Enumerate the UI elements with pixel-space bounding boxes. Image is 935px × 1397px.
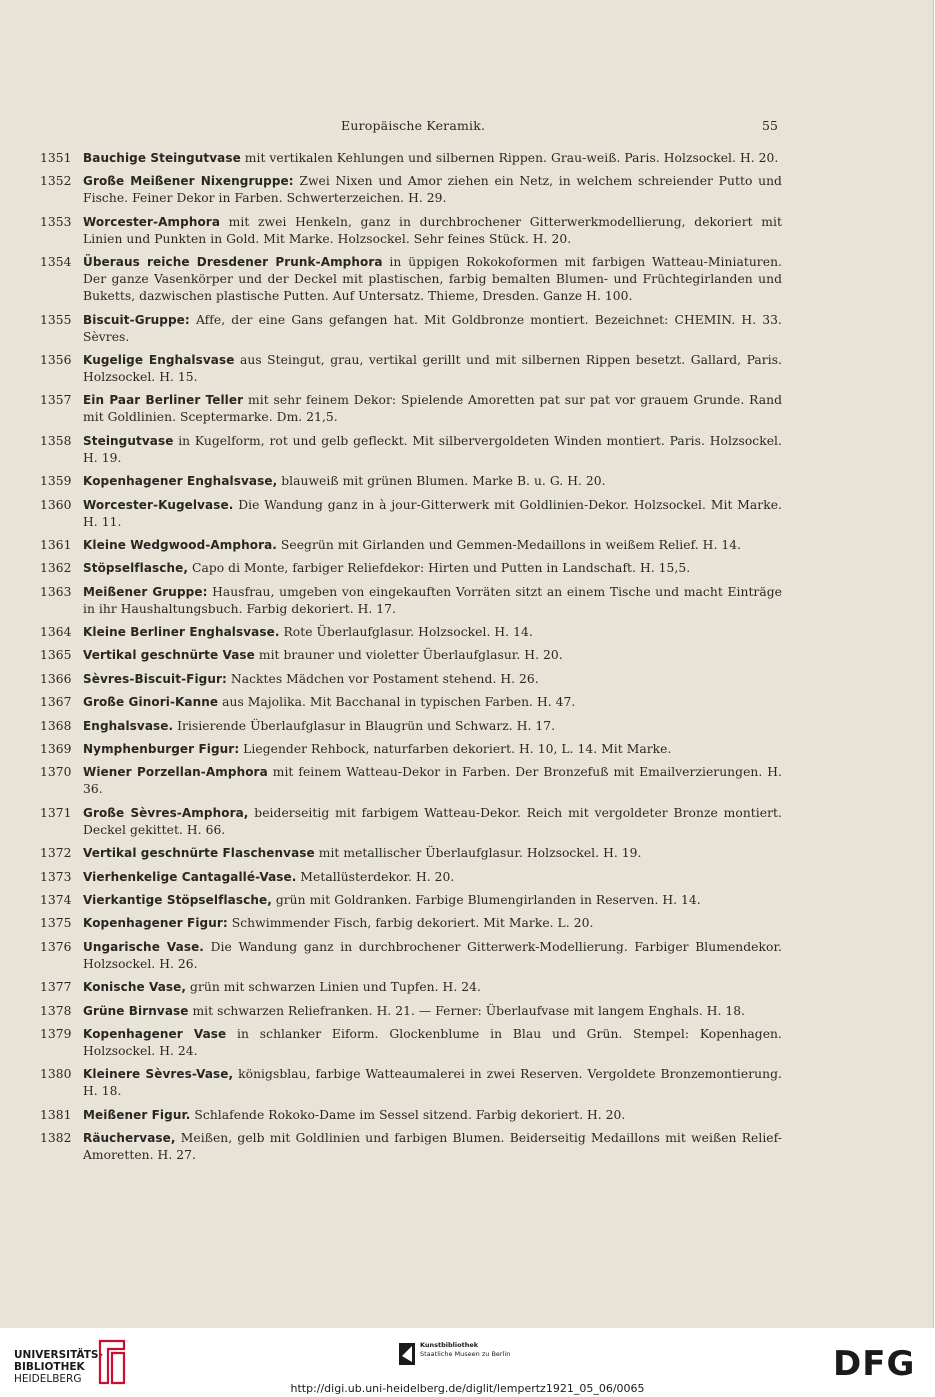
entry-description: in Kugelform, rot und gelb gefleckt. Mit silbervergoldeten Winden montiert. Paris. Holzsockel. H. 19. <box>83 433 782 465</box>
entry-title: Vierhenkelige Cantagallé-Vase. <box>83 869 297 884</box>
entry-title: Meißener Gruppe: <box>83 584 208 599</box>
entry-title: Überaus reiche Dresdener Prunk-Amphora <box>83 255 383 270</box>
entry-number: 1356 <box>40 352 72 367</box>
entry-title: Ungarische Vase. <box>83 939 204 954</box>
entry-number: 1380 <box>40 1067 72 1082</box>
entry-number: 1354 <box>40 255 72 270</box>
entry-description: beiderseitig mit farbigem Watteau-Dekor. Reich mit vergoldeter Bronze montiert. Deckel gekittet. H. 66. <box>83 805 782 837</box>
entry-number: 1365 <box>40 648 72 663</box>
entry-description: Die Wandung ganz in à jour-Gitterwerk mit Goldlinien-Dekor. Holzsockel. Mit Marke. H. 11. <box>83 497 782 529</box>
entry-title: Große Ginori-Kanne <box>83 695 219 710</box>
entry-title: Große Meißener Nixengruppe: <box>83 174 294 189</box>
catalog-entry <box>40 741 782 758</box>
catalog-entry <box>40 718 782 735</box>
entry-number: 1361 <box>40 537 72 552</box>
library-logo-icon <box>94 1337 130 1387</box>
entry-number: 1382 <box>40 1131 72 1146</box>
entry-number: 1379 <box>40 1026 72 1041</box>
library-name-line2: BIBLIOTHEK <box>14 1361 85 1373</box>
catalog-entry <box>40 537 782 554</box>
entry-description: grün mit Goldranken. Farbige Blumengirlanden in Reserven. H. 14. <box>271 892 701 907</box>
entry-title: Grüne Birnvase <box>83 1003 189 1018</box>
entry-number: 1374 <box>40 892 72 907</box>
catalog-entry <box>40 694 782 711</box>
library-name-line3: HEIDELBERG <box>14 1373 82 1385</box>
entry-title: Kugelige Enghalsvase <box>83 352 235 367</box>
entry-description: aus Majolika. Mit Bacchanal in typischen Farben. H. 47. <box>218 695 576 710</box>
entry-number: 1351 <box>40 151 72 165</box>
entry-title: Große Sèvres-Amphora, <box>83 805 249 820</box>
entry-number: 1355 <box>40 312 72 327</box>
entry-description: mit feinem Watteau-Dekor in Farben. Der Bronzefuß mit Emailverzierungen. H. 36. <box>83 765 783 797</box>
entry-description: Metallüsterdekor. H. 20. <box>296 869 455 884</box>
catalog-entry <box>40 805 782 839</box>
entry-number: 1377 <box>40 980 72 995</box>
entry-title: Kopenhagener Vase <box>83 1026 227 1041</box>
entry-title: Enghalsvase. <box>83 718 174 733</box>
entry-description: Rote Überlaufglasur. Holzsockel. H. 14. <box>279 625 533 640</box>
entry-description: Die Wandung ganz in durchbrochener Gitterwerk-Modellierung. Farbiger Blumendekor. Holzsockel. H. 26. <box>83 939 782 971</box>
entry-title: Kopenhagener Enghalsvase, <box>83 474 278 489</box>
entry-description: Zwei Nixen und Amor ziehen ein Netz, in welchem schreiender Putto und Fische. Feiner Dekor in Farben. Schwerterzeichen. H. 29. <box>83 174 782 206</box>
catalog-entry <box>40 845 782 862</box>
catalog-entry <box>40 352 782 386</box>
entry-description: Irisierende Überlaufglasur in Blaugrün und Schwarz. H. 17. <box>173 718 556 733</box>
catalog-entries <box>40 150 782 1171</box>
entry-number: 1362 <box>40 561 72 576</box>
entry-number: 1378 <box>40 1003 72 1018</box>
entry-description: Meißen, gelb mit Goldlinien und farbigen Blumen. Beiderseitig Medaillons mit weißen Relief-Amoretten. H. 27. <box>83 1131 782 1163</box>
entry-number: 1375 <box>40 916 72 931</box>
entry-number: 1366 <box>40 671 72 686</box>
entry-number: 1372 <box>40 846 72 861</box>
entry-number: 1359 <box>40 474 72 489</box>
entry-description: Capo di Monte, farbiger Reliefdekor: Hirten und Putten in Landschaft. H. 15,5. <box>188 561 691 576</box>
entry-description: in schlanker Eiform. Glockenblume in Blau und Grün. Stempel: Kopenhagen. Holzsockel. H. 24. <box>83 1026 782 1058</box>
entry-number: 1358 <box>40 433 72 448</box>
entry-number: 1360 <box>40 497 72 512</box>
catalog-entry <box>40 214 782 248</box>
catalog-entry <box>40 473 782 490</box>
catalog-entry <box>40 979 782 996</box>
catalog-entry <box>40 1107 782 1124</box>
entry-description: aus Steingut, grau, vertikal gerillt und mit silbernen Rippen besetzt. Gallard, Paris. Holzsockel. H. 15. <box>83 352 783 384</box>
entry-title: Steingutvase <box>83 433 174 448</box>
catalog-entry <box>40 1130 782 1164</box>
catalog-entry <box>40 624 782 641</box>
entry-description: mit brauner und violetter Überlaufglasur. H. 20. <box>254 648 563 663</box>
entry-description: Schlafende Rokoko-Dame im Sessel sitzend. Farbig dekoriert. H. 20. <box>190 1107 626 1122</box>
entry-title: Meißener Figur. <box>83 1107 191 1122</box>
entry-description: königsblau, farbige Watteaumalerei in zwei Reserven. Vergoldete Bronzemontierung. H. 18. <box>83 1067 782 1099</box>
entry-number: 1370 <box>40 765 72 780</box>
entry-description: mit zwei Henkeln, ganz in durchbrochener Gitterwerkmodellierung, dekoriert mit Linien und Punkten in Gold. Mit Marke. Holzsockel. Sehr feines Stück. H. 20. <box>83 214 782 246</box>
entry-number: 1368 <box>40 718 72 733</box>
entry-number: 1376 <box>40 939 72 954</box>
catalog-entry <box>40 647 782 664</box>
entry-title: Stöpselflasche, <box>83 561 189 576</box>
entry-description: mit schwarzen Reliefranken. H. 21. — Ferner: Überlaufvase mit langem Enghals. H. 18. <box>188 1003 746 1018</box>
page-number: 55 <box>762 118 778 133</box>
entry-number: 1353 <box>40 214 72 229</box>
entry-description: mit vertikalen Kehlungen und silbernen Rippen. Grau-weiß. Paris. Holzsockel. H. 20. <box>240 151 779 165</box>
entry-title: Worcester-Amphora <box>83 214 221 229</box>
entry-number: 1381 <box>40 1107 72 1122</box>
kunstbibliothek-logo-icon <box>398 1342 416 1366</box>
catalog-entry <box>40 497 782 531</box>
running-header <box>0 118 933 136</box>
catalog-entry <box>40 254 782 305</box>
dfg-logo: DFG <box>833 1344 916 1384</box>
entry-description: blauweiß mit grünen Blumen. Marke B. u. G. H. 20. <box>277 474 606 489</box>
entry-title: Kleinere Sèvres-Vase, <box>83 1067 234 1082</box>
entry-title: Räuchervase, <box>83 1131 176 1146</box>
entry-number: 1371 <box>40 805 72 820</box>
entry-description: grün mit schwarzen Linien und Tupfen. H. 24. <box>186 980 481 995</box>
catalog-entry <box>40 915 782 932</box>
entry-title: Nymphenburger Figur: <box>83 742 240 757</box>
entry-description: Liegender Rehbock, naturfarben dekoriert. H. 10, L. 14. Mit Marke. <box>239 742 672 757</box>
kb-name-line1: Kunstbibliothek <box>420 1341 479 1349</box>
entry-description: Seegrün mit Girlanden und Gemmen-Medaillons in weißem Relief. H. 14. <box>276 537 742 552</box>
catalog-entry <box>40 764 782 798</box>
kunstbibliothek-logo-text <box>420 1341 510 1359</box>
entry-number: 1369 <box>40 742 72 757</box>
entry-description: mit metallischer Überlaufglasur. Holzsockel. H. 19. <box>314 846 642 861</box>
entry-description: mit sehr feinem Dekor: Spielende Amoretten pat sur pat vor grauem Grunde. Rand mit Goldlinien. Sceptermarke. Dm. 21,5. <box>83 393 783 425</box>
entry-title: Kopenhagener Figur: <box>83 916 228 931</box>
entry-title: Biscuit-Gruppe: <box>83 312 190 327</box>
catalog-entry <box>40 1003 782 1020</box>
entry-number: 1363 <box>40 584 72 599</box>
catalog-entry <box>40 173 782 207</box>
catalog-entry <box>40 560 782 577</box>
entry-description: Schwimmender Fisch, farbig dekoriert. Mit Marke. L. 20. <box>227 916 594 931</box>
entry-description: Hausfrau, umgeben von eingekauften Vorräten sitzt an einem Tische und macht Einträge in ihr Haushaltungsbuch. Farbig dekoriert. H. 17. <box>83 584 782 616</box>
catalog-entry <box>40 671 782 688</box>
catalog-entry <box>40 869 782 886</box>
entry-description: in üppigen Rokokoformen mit farbigen Watteau-Miniaturen. Der ganze Vasenkörper und der Deckel mit plastischen, farbig bemalten Blumen- und Früchtegirlanden und Buketts, dazwischen plastische Putten. Auf Untersatz. Thieme, Dresden. Ganze H. 100. <box>83 255 782 304</box>
header-title: Europäische Keramik. <box>341 118 486 133</box>
entry-title: Wiener Porzellan-Amphora <box>83 765 268 780</box>
catalog-entry <box>40 1066 782 1100</box>
source-url-link[interactable]: http://digi.ub.uni-heidelberg.de/diglit/lempertz1921_05_06/0065 <box>290 1382 645 1395</box>
catalog-entry <box>40 150 782 167</box>
catalog-entry <box>40 892 782 909</box>
entry-number: 1364 <box>40 625 72 640</box>
library-name-line1: UNIVERSITÄTS- <box>14 1349 103 1361</box>
entry-title: Vierkantige Stöpselflasche, <box>83 892 272 907</box>
entry-title: Vertikal geschnürte Flaschenvase <box>83 846 315 861</box>
entry-title: Sèvres-Biscuit-Figur: <box>83 671 227 686</box>
library-logo-text <box>14 1349 103 1385</box>
catalog-entry <box>40 1026 782 1060</box>
catalog-entry <box>40 939 782 973</box>
entry-title: Worcester-Kugelvase. <box>83 497 234 512</box>
entry-title: Bauchige Steingutvase <box>83 151 241 165</box>
catalog-entry <box>40 433 782 467</box>
entry-description: Nacktes Mädchen vor Postament stehend. H. 26. <box>226 671 539 686</box>
entry-title: Kleine Berliner Enghalsvase. <box>83 625 280 640</box>
entry-number: 1373 <box>40 869 72 884</box>
entry-number: 1367 <box>40 695 72 710</box>
catalog-entry <box>40 392 782 426</box>
entry-title: Vertikal geschnürte Vase <box>83 648 255 663</box>
catalog-entry <box>40 584 782 618</box>
kb-name-line2: Staatliche Museen zu Berlin <box>420 1350 511 1358</box>
entry-number: 1352 <box>40 174 72 189</box>
entry-description: Affe, der eine Gans gefangen hat. Mit Goldbronze montiert. Bezeichnet: CHEMIN. H. 33. Sèvres. <box>83 312 782 344</box>
catalog-entry <box>40 312 782 346</box>
entry-title: Kleine Wedgwood-Amphora. <box>83 537 277 552</box>
entry-number: 1357 <box>40 393 72 408</box>
entry-title: Konische Vase, <box>83 980 187 995</box>
entry-title: Ein Paar Berliner Teller <box>83 393 244 408</box>
